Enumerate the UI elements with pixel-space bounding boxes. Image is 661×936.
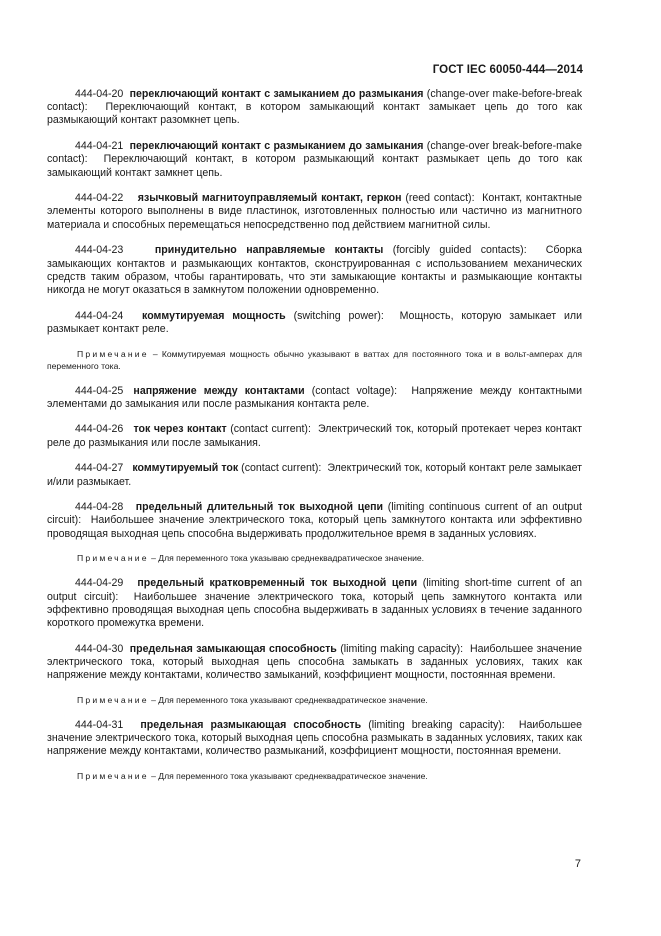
term-entry-444-04-23 (47, 244, 582, 297)
term-entry-444-04-21 (47, 140, 582, 180)
entry-english: (switching power): (293, 309, 384, 322)
entry-term: предельный длительный ток выходной цепи (135, 501, 384, 514)
entry-number: 444-04-27 (75, 462, 124, 475)
note-444-04-28 (47, 552, 582, 564)
entry-term: предельная размыкающая способность (140, 718, 362, 731)
entry-definition: Переключающий контакт, в котором размыкающий контакт размыкает цепь до того как замыкающий контакт замкнет цепь. (47, 153, 582, 179)
note-label: Примечание (77, 770, 149, 781)
entry-number: 444-04-22 (75, 192, 124, 205)
entry-number: 444-04-31 (75, 718, 124, 731)
entry-english: (reed contact): (405, 192, 475, 205)
entry-english: (limiting breaking capacity): (368, 718, 505, 731)
entry-definition: Контакт, контактные элементы которого выполнены в виде пластинок, изготовленных полностью или частично из магнитного материала и способных перемещаться непосредственно под действием магнитной силы. (47, 192, 582, 231)
note-text: – Для переменного тока указываю среднеквадратическое значение. (151, 553, 425, 564)
entry-english: (change-over make-before-break contact): (47, 88, 582, 114)
entry-english: (limiting continuous current of an output circuit): (47, 501, 582, 527)
note-label: Примечание (77, 553, 149, 564)
entry-number: 444-04-24 (75, 309, 124, 322)
term-entry-444-04-24 (47, 310, 582, 336)
entry-number: 444-04-23 (75, 244, 124, 257)
document-body (47, 88, 582, 795)
note-text: – Для переменного тока указывают среднеквадратическое значение. (151, 694, 428, 705)
note-444-04-24 (47, 348, 582, 372)
entry-english: (limiting short-time current of an output circuit): (47, 577, 583, 603)
entry-english: (contact current): (230, 423, 311, 436)
entry-number: 444-04-30 (75, 642, 124, 655)
entry-term: напряжение между контактами (133, 384, 305, 397)
term-entry-444-04-27 (47, 462, 582, 488)
entry-definition: Мощность, которую замыкает или размыкает контакт реле. (47, 309, 582, 335)
entry-definition: Наибольшее значение электрического тока, который выходная цепь способна размыкать в заданных условиях, таких как напряжение между контактами, количество размыканий, коэффициент мощности, постоянная времени. (47, 718, 583, 758)
term-entry-444-04-25 (47, 385, 582, 411)
note-text: – Для переменного тока указывают среднеквадратическое значение. (151, 770, 428, 781)
entry-definition: Электрический ток, который протекает через контакт реле до размыкания или после замыкания. (47, 423, 583, 449)
page-number: 7 (574, 858, 581, 870)
entry-term: переключающий контакт с размыканием до замыкания (129, 140, 424, 153)
entry-definition: Наибольшее значение электрического тока, который цепь замкнутого контакта или эффективно проводящая выходная цепь способна выдерживать в заданных условиях в течение заданного короткого промежутка времени. (47, 590, 582, 629)
entry-definition: Наибольшее значение электрического тока, который цепь замкнутого контакта или эффективно проводящая выходная цепь способна выдерживать продолжительное время в заданных условиях. (47, 514, 582, 540)
entry-number: 444-04-26 (75, 423, 124, 436)
entry-definition: Напряжение между контактными элементами до замыкания или после размыкания контакта реле. (47, 384, 582, 410)
note-label: Примечание (77, 348, 149, 359)
term-entry-444-04-20 (47, 88, 582, 128)
entry-definition: Переключающий контакт, в котором замыкающий контакт замыкает цепь до того как размыкающий контакт разомкнет цепь. (47, 101, 582, 127)
entry-term: коммутируемая мощность (142, 309, 286, 322)
entry-english: (contact voltage): (311, 384, 398, 397)
entry-term: коммутируемый ток (132, 462, 239, 475)
term-entry-444-04-30 (47, 643, 582, 683)
entry-definition: Наибольшее значение электрического тока, который выходная цепь способна замыкать в заданных условиях, таких как напряжение между контактами, количество замыканий, коэффициент мощности, постоянная времени. (47, 642, 582, 682)
standard-header: ГОСТ IEC 60050-444—2014 (432, 64, 583, 76)
term-entry-444-04-22: 444-04-22 язычковый магнитоуправляемый контакт, геркон (reed contact): Контакт, контактные элементы которого выполнены в виде пластинок, изготовленных полностью или частично из магнитного материала и способных перемещаться непосредственно под действием магнитной силы. (47, 192, 582, 231)
term-entry-444-04-29 (47, 577, 582, 630)
entry-definition: Сборка замыкающих контактов и размыкающих контактов, сконструированная с использованием механических средств таким образом, чтобы гарантировать, что эти замыкающие контакты и размыкающие контакты никогда не могут оказаться в замкнутом положении одновременно. (47, 244, 582, 296)
entry-english: (forcibly guided contacts): (392, 244, 527, 257)
entry-definition: Электрический ток, который контакт реле замыкает и/или размыкает. (47, 462, 583, 488)
entry-number: 444-04-25 (75, 384, 124, 397)
entry-number: 444-04-20 (75, 88, 124, 100)
note-label: Примечание (77, 694, 149, 705)
entry-english: (limiting making capacity): (340, 642, 464, 655)
term-entry-444-04-28 (47, 501, 582, 541)
entry-term: язычковый магнитоуправляемый контакт (137, 192, 360, 205)
entry-term: переключающий контакт с замыканием до размыкания (129, 88, 424, 100)
note-444-04-31 (47, 770, 582, 782)
term-entry-444-04-26 (47, 423, 582, 449)
entry-number: 444-04-28 (75, 501, 124, 514)
entry-english: (contact current): (241, 462, 322, 475)
entry-term: предельный кратковременный ток выходной цепи (137, 577, 418, 590)
entry-english: (change-over break-before-make contact): (47, 140, 582, 166)
term-entry-444-04-31 (47, 719, 582, 759)
entry-term: предельная замыкающая способность (129, 642, 337, 655)
entry-term: принудительно направляемые контакты (154, 244, 384, 257)
note-text: – Коммутируемая мощность обычно указывают в ваттах для постоянного тока и в вольт-амперах для переменного тока. (47, 348, 582, 371)
entry-term-synonym: геркон (366, 192, 402, 205)
entry-number: 444-04-29 (75, 577, 124, 590)
entry-term: ток через контакт (133, 423, 227, 436)
entry-number: 444-04-21 (75, 140, 124, 153)
note-444-04-30 (47, 694, 582, 706)
